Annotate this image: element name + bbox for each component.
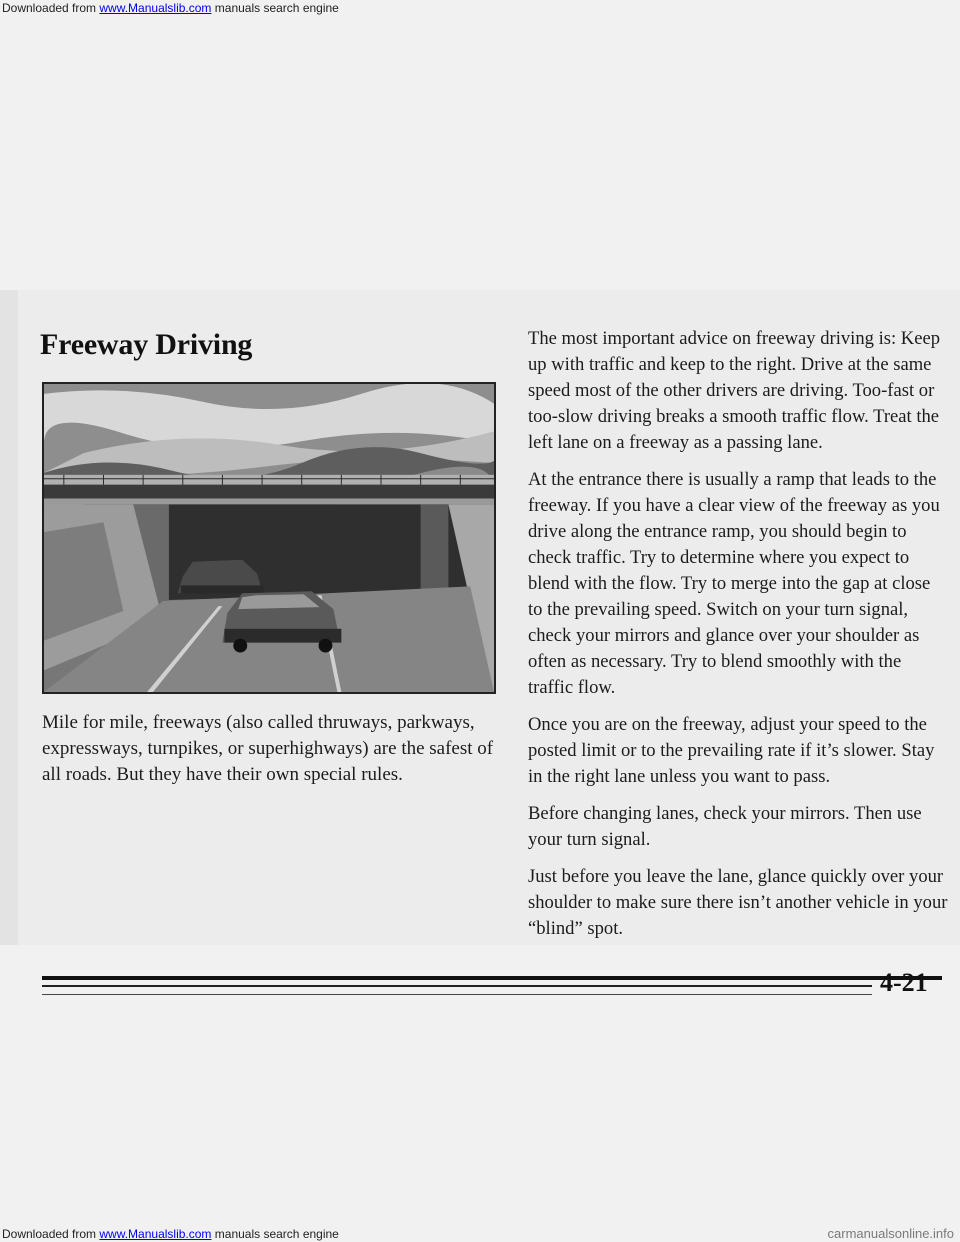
page-number: 4-21 bbox=[880, 968, 928, 997]
section-heading: Freeway Driving bbox=[40, 328, 253, 361]
footer-rule-thin bbox=[42, 994, 872, 995]
paragraph-keep-up-with-traffic: The most important advice on freeway driving is: Keep up with traffic and keep to the right. Drive at the same speed most of the other drivers are driving. Too-fast or too-slow driving breaks a smooth traffic flow. Treat the left lane on a freeway as a passing lane. bbox=[528, 328, 941, 453]
download-banner-bottom bbox=[0, 1226, 960, 1242]
banner-prefix: Downloaded from bbox=[2, 1227, 100, 1241]
banner-suffix: manuals search engine bbox=[211, 1, 339, 15]
paragraph-blind-spot: Just before you leave the lane, glance quickly over your shoulder to make sure there isn’t another vehicle in your “blind” spot. bbox=[528, 866, 948, 939]
footer-rule-thick bbox=[42, 976, 942, 980]
paragraph-entrance-ramp: At the entrance there is usually a ramp that leads to the freeway. If you have a clear view of the freeway as you drive along the entrance ramp, you should begin to check traffic. Try to determine where you expect to blend with the flow. Try to merge into the gap at close to the prevailing speed. Switch on your turn signal, check your mirrors and glance over your shoulder as often as necessary. Try to blend smoothly with the traffic flow. bbox=[528, 469, 940, 698]
banner-suffix: manuals search engine bbox=[211, 1227, 339, 1241]
paragraph-changing-lanes: Before changing lanes, check your mirrors. Then use your turn signal. bbox=[528, 803, 922, 850]
paragraph-adjust-speed: Once you are on the freeway, adjust your speed to the posted limit or to the prevailing rate if it’s slower. Stay in the right lane unless you want to pass. bbox=[528, 714, 935, 787]
right-column bbox=[528, 326, 948, 953]
freeway-illustration bbox=[42, 382, 496, 694]
manualslib-link[interactable]: www.Manualslib.com bbox=[99, 1, 212, 15]
banner-prefix: Downloaded from bbox=[2, 1, 100, 15]
manualslib-link[interactable]: www.Manualslib.com bbox=[99, 1227, 212, 1241]
footer-rule-thin bbox=[42, 985, 872, 987]
page-edge-shadow bbox=[0, 290, 18, 945]
download-banner-top bbox=[0, 0, 702, 16]
freeway-overpass-drawing bbox=[44, 384, 494, 692]
carmanuals-watermark: carmanualsonline.info bbox=[827, 1226, 954, 1241]
intro-paragraph: Mile for mile, freeways (also called thruways, parkways, expressways, turnpikes, or superhighways) are the safest of all roads. But they have their own special rules. bbox=[42, 712, 494, 785]
